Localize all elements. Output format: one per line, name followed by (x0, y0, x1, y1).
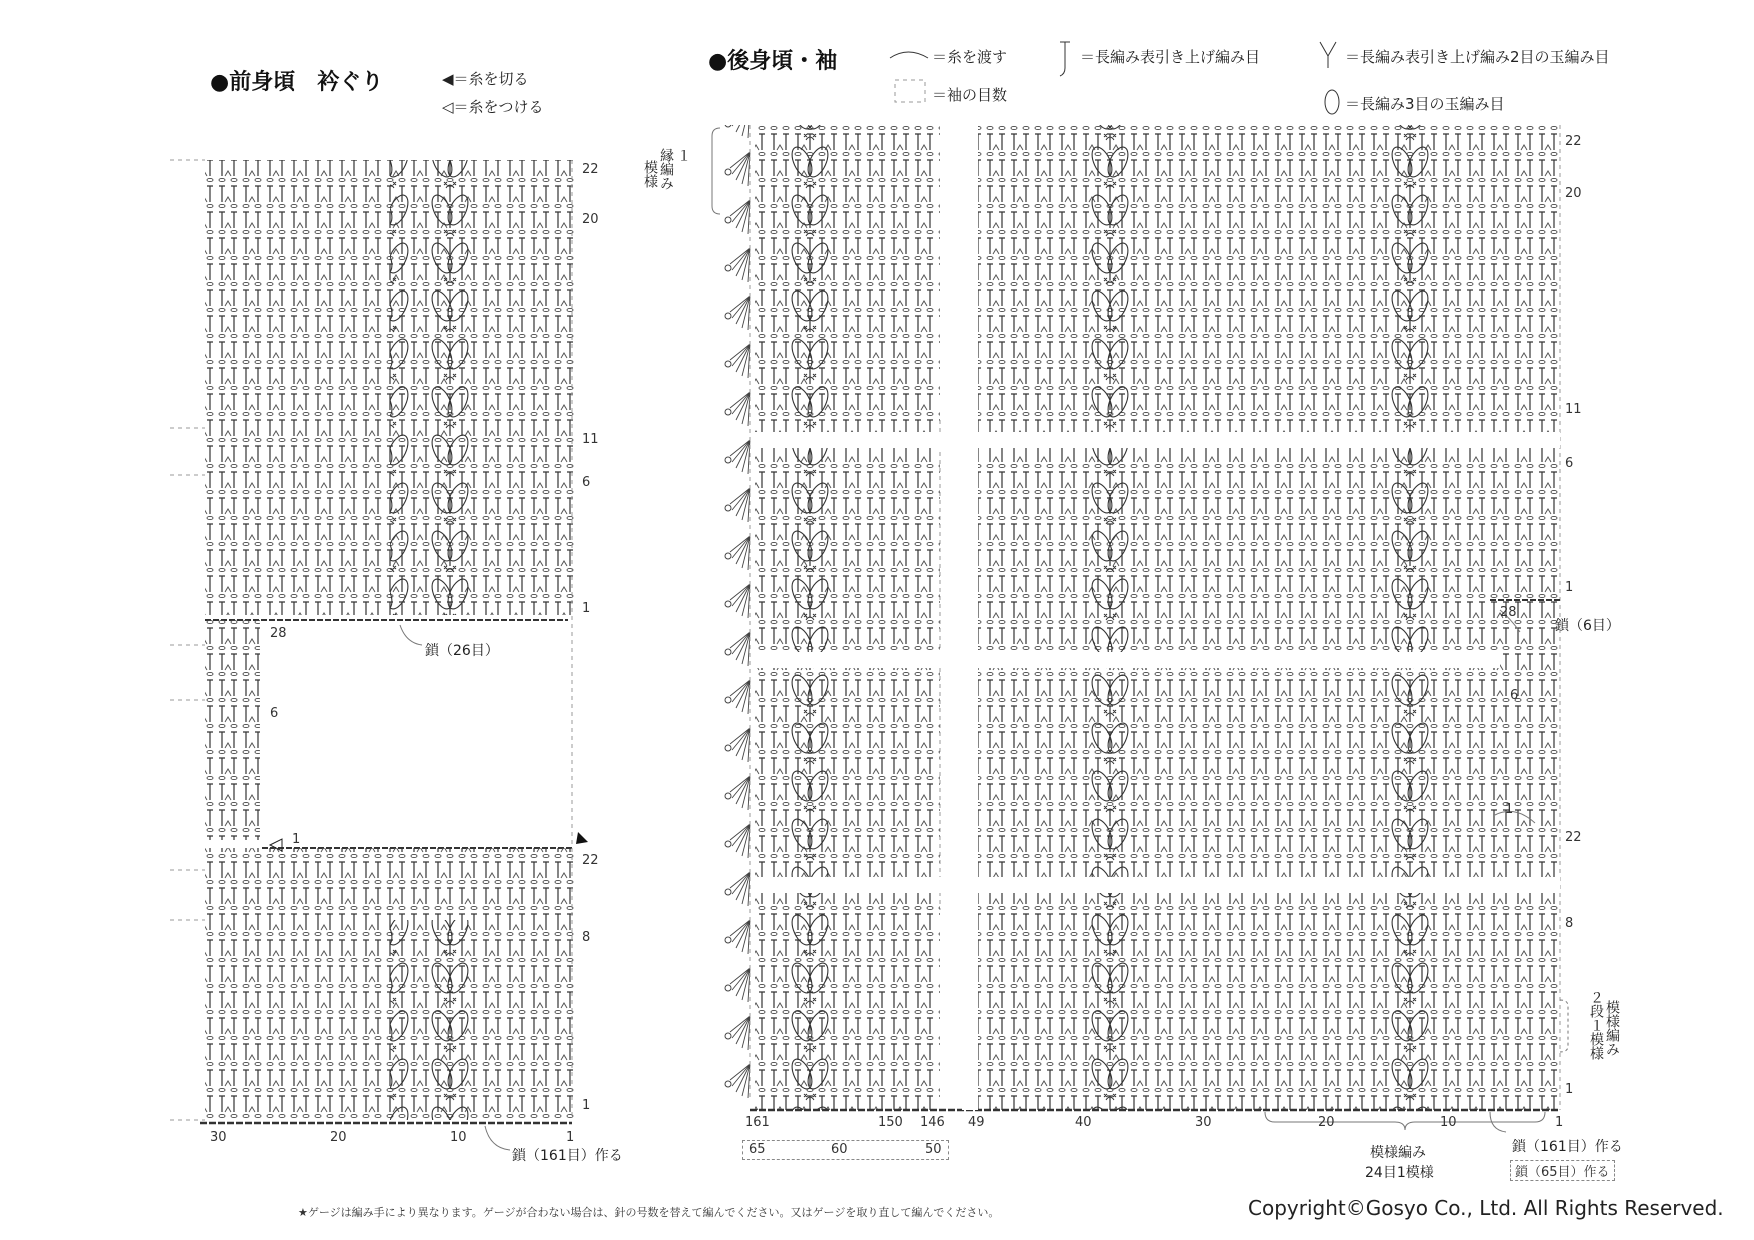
legend-attach-row (442, 96, 544, 117)
back-col-label: 20 (1318, 1115, 1335, 1130)
edge-pattern-label-2: 模様 (642, 160, 658, 188)
sleeve-count-label: 50 (925, 1142, 942, 1157)
sleeve-count-label: 65 (749, 1142, 766, 1157)
sleeve-stitch-count-box (742, 1140, 949, 1160)
back-row-label: 6 (1510, 688, 1519, 703)
back-row-label: 1 (1505, 802, 1514, 817)
sleeve-chain-start: 鎖（65目）作る (1510, 1160, 1615, 1181)
chain-6-label: 鎖（6目） (1555, 618, 1620, 634)
back-col-label: 1 (1555, 1115, 1564, 1130)
front-upper-block (205, 160, 577, 620)
front-lower-block (200, 848, 577, 1123)
front-row-label: 11 (582, 432, 599, 447)
front-col-label: 20 (330, 1130, 347, 1145)
back-col-label: 150 (878, 1115, 903, 1130)
sleeve-count-label: 60 (831, 1142, 848, 1157)
dc3-cluster-icon (1325, 90, 1339, 114)
fpdc-cluster-icon (1320, 42, 1336, 68)
carry-yarn-icon (890, 52, 928, 58)
back-row-label: 1 (1565, 580, 1574, 595)
neck-row-label: 1 (292, 832, 301, 847)
pattern-row-bracket (1560, 1000, 1568, 1052)
pattern-repeat-bracket (1265, 1112, 1545, 1130)
back-col-label: 10 (1440, 1115, 1457, 1130)
pattern-note-2: 24目1模様 (1365, 1165, 1434, 1181)
legend-carry-label: ＝糸を渡す (932, 48, 1008, 66)
back-row-label: 6 (1565, 456, 1574, 471)
pattern-rows-label-1: 模様編み (1604, 1000, 1620, 1056)
legend-sleeve-count-label: ＝袖の目数 (932, 86, 1008, 104)
cut-yarn-icon: ◀ (442, 70, 454, 88)
attach-yarn-icon: ◁ (442, 98, 454, 116)
back-row-28: 28 (1500, 605, 1517, 620)
back-row-label: 20 (1565, 186, 1582, 201)
neck-row-label: 28 (270, 626, 287, 641)
back-col-label: 49 (968, 1115, 985, 1130)
front-row-label: 1 (582, 601, 591, 616)
back-col-label: 146 (920, 1115, 945, 1130)
back-row-label: 8 (1565, 916, 1574, 931)
front-row-label: 20 (582, 212, 599, 227)
front-neck-block (205, 620, 260, 840)
back-col-label: 40 (1075, 1115, 1092, 1130)
front-row-label: 6 (582, 475, 591, 490)
chain-26-label: 鎖（26目） (425, 643, 499, 659)
back-title: ●後身頃・袖 (708, 49, 838, 74)
front-row-label: 22 (582, 162, 599, 177)
front-row-label: 22 (582, 853, 599, 868)
front-col-label: 10 (450, 1130, 467, 1145)
front-row-label: 1 (582, 1098, 591, 1113)
legend-fpdc-label: ＝長編み表引き上げ編み目 (1080, 48, 1261, 66)
back-col-label: 30 (1195, 1115, 1212, 1130)
back-left-section (712, 125, 940, 1110)
back-row-label: 11 (1565, 402, 1582, 417)
gauge-note: ★ゲージは編み手により異なります。ゲージが合わない場合は、針の号数を替えて編んでください。又はゲージを取り直して編んでください。 (298, 1206, 1000, 1219)
front-col-label: 1 (566, 1130, 575, 1145)
fpdc-icon (1060, 42, 1070, 76)
back-chain-start: 鎖（161目）作る (1512, 1139, 1623, 1155)
neck-row-label: 6 (270, 706, 279, 721)
edge-pattern-number: １ (675, 148, 691, 162)
sleeve-count-icon (895, 80, 925, 102)
legend-attach-label: ＝糸をつける (453, 98, 544, 116)
back-row-label: 22 (1565, 830, 1582, 845)
legend-cut-label: ＝糸を切る (453, 70, 529, 88)
back-col-label: 161 (745, 1115, 770, 1130)
front-col-label: 30 (210, 1130, 227, 1145)
legend-fpdc-cluster-label: ＝長編み表引き上げ編み2目の玉編み目 (1345, 48, 1610, 66)
back-row-label: 22 (1565, 134, 1582, 149)
edge-pattern-label-1: 縁編み (658, 148, 674, 190)
copyright: Copyright©Gosyo Co., Ltd. All Rights Reserved. (1248, 1196, 1724, 1220)
front-title: ●前身頃 衿ぐり (210, 70, 384, 95)
legend-dc3-cluster-label: ＝長編み3目の玉編み目 (1345, 95, 1505, 113)
pattern-rows-label-2: ２段１模様 (1588, 990, 1604, 1060)
cut-yarn-marker (576, 832, 588, 844)
front-chain-start: 鎖（161目）作る (512, 1148, 623, 1164)
legend-cut-row (442, 68, 529, 89)
back-row-label: 1 (1565, 1082, 1574, 1097)
front-row-label: 8 (582, 930, 591, 945)
pattern-note-1: 模様編み (1370, 1145, 1426, 1161)
